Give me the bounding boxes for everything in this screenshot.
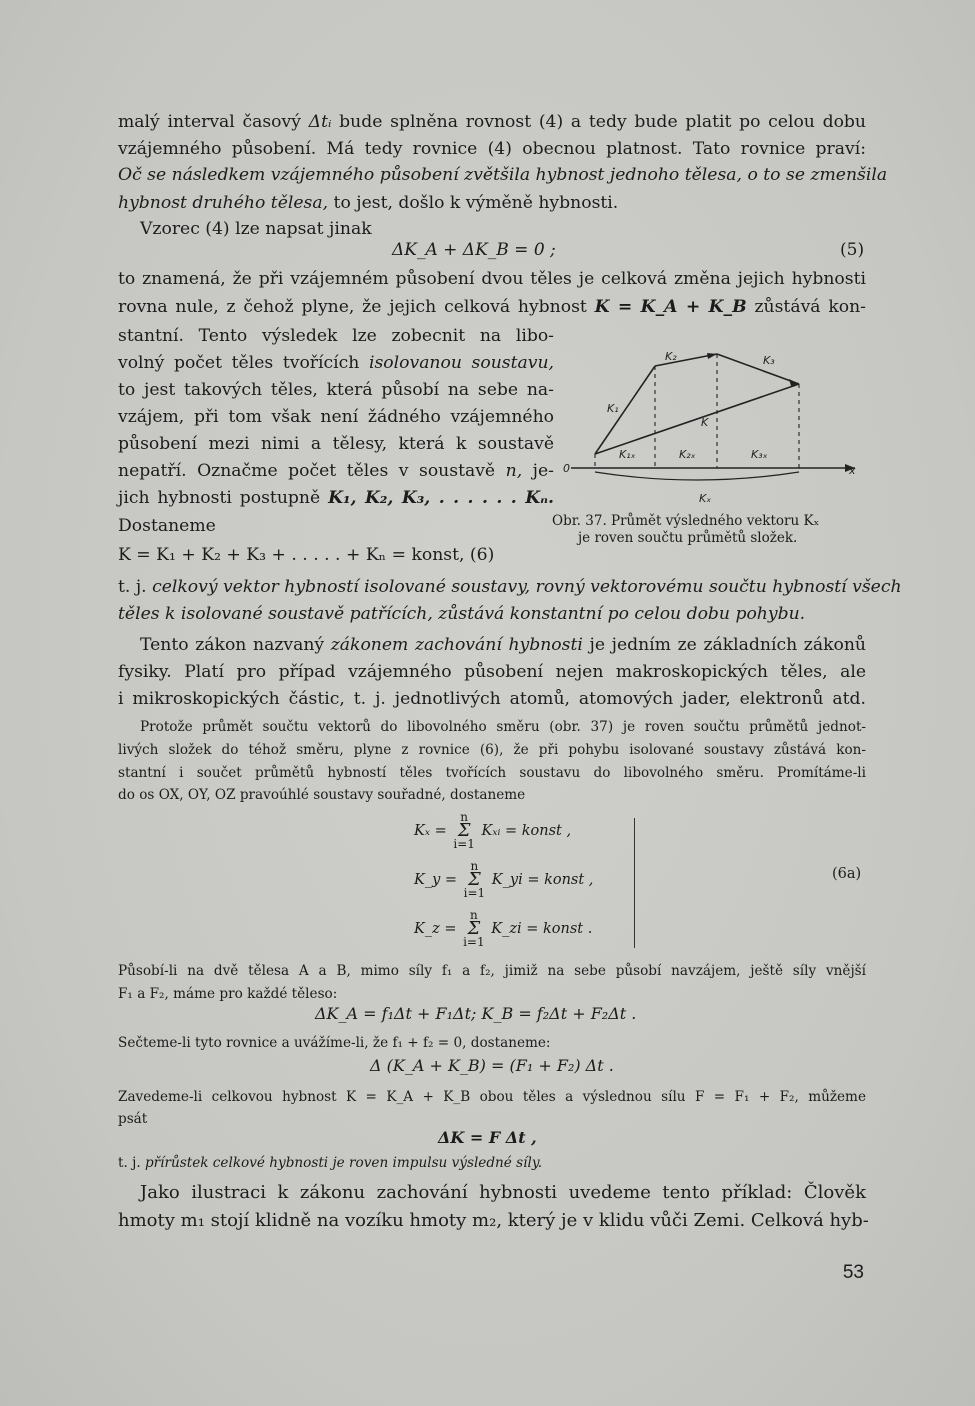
small-text-line: Zavedeme-li celkovou hybnost K = K_A + K_B obou těles a výslednou sílu F = F₁ + F₂, můžeme [118,1089,866,1105]
small-text-line: Sečteme-li tyto rovnice a uvážíme-li, že f₁ + f₂ = 0, dostaneme: [118,1035,551,1051]
equation-6a-z: K_z = n Σ i=1 K_zi = konst . [414,908,593,949]
figure-label: K₂ [665,350,677,363]
small-text-line: Protože průmět součtu vektorů do libovolného směru (obr. 37) je roven součtu průmětů jednot- [140,719,866,735]
small-text-line: stantní i součet průmětů hybností těles tvořících soustavu do libovolného směru. Promítáme-li [118,765,866,781]
text-line: hmoty m₁ stojí klidně na vozíku hmoty m₂, který je v klidu vůči Zemi. Celková hyb- [118,1210,869,1231]
text-line: fysiky. Platí pro případ vzájemného působení nejen makroskopických těles, ale [118,662,866,682]
text-line: jich hybnosti postupně K₁, K₂, K₃, . . . . . . Kₙ. [118,488,554,508]
text-line: to jest takových těles, která působí na sebe na- [118,380,554,400]
small-text-line: F₁ a F₂, máme pro každé těleso: [118,986,338,1002]
small-text-line: psát [118,1111,148,1127]
text-line: těles k isolované soustavě patřících, zůstává konstantní po celou dobu pohybu. [118,604,806,624]
text-line: Tento zákon nazvaný zákonem zachování hybnosti je jedním ze základních zákonů [140,635,866,655]
equation-number: (5) [840,240,865,260]
equation-5: ΔK_A + ΔK_B = 0 ; [392,240,556,260]
equation: Δ (K_A + K_B) = (F₁ + F₂) Δt . [370,1056,614,1075]
text-line: malý interval časový Δtᵢ bude splněna rovnost (4) a tedy bude platit po celou dobu [118,112,866,132]
figure-label: K₃ₓ [751,448,768,461]
vector-k1 [595,366,655,454]
equation-6a-x: Kₓ = n Σ i=1 Kₓᵢ = konst , [414,810,572,851]
equation-6a-y: K_y = n Σ i=1 K_yi = konst , [414,859,594,900]
figure-label: K₁ [607,402,619,415]
figure-label: Kₓ [699,492,712,502]
text-line: nepatří. Označme počet těles v soustavě n, je- [118,461,554,481]
figure-label: K₃ [763,354,775,367]
text-line: vzájem, při tom však není žádného vzájemného [118,407,554,427]
figure-label: K₁ₓ [619,448,636,461]
vector-k3 [717,354,799,384]
text-line: i mikroskopických částic, t. j. jednotlivých atomů, atomových jader, elektronů atd. [118,689,866,709]
text-line: působení mezi nimi a tělesy, která k soustavě [118,434,554,454]
vector-k-resultant [595,384,799,454]
text-line: to znamená, že při vzájemném působení dvou těles je celková změna jejich hybnosti [118,269,866,289]
text-line: rovna nule, z čehož plyne, že jejich celková hybnost K = K_A + K_B zůstává kon- [118,297,866,317]
text-line: Vzorec (4) lze napsat jinak [140,219,372,239]
text-line: Jako ilustraci k zákonu zachování hybnosti uvedeme tento příklad: Člověk [140,1182,866,1203]
vector-projection-figure [555,342,865,502]
figure-label: 0 [563,462,570,475]
text-line: vzájemného působení. Má tedy rovnice (4) obecnou platnost. Tato rovnice praví: [118,139,866,159]
text-line: hybnost druhého tělesa, to jest, došlo k výměně hybnosti. [118,193,619,213]
equation: ΔK_A = f₁Δt + F₁Δt; K_B = f₂Δt + F₂Δt . [315,1004,637,1023]
text-line: Oč se následkem vzájemného působení zvětšila hybnost jednoho tělesa, o to se zmenšila [118,165,888,185]
text-line: t. j. celkový vektor hybností isolované soustavy, rovný vektorovému součtu hybností všech [118,577,902,597]
figure-label: x [849,464,856,477]
page-number: 53 [842,1262,864,1283]
small-text-line: do os OX, OY, OZ pravoúhlé soustavy souřadné, dostaneme [118,787,526,803]
text-line: volný počet těles tvořících isolovanou soustavu, [118,353,555,373]
figure-caption: Obr. 37. Průmět výsledného vektoru Kₓ je roven součtu průmětů složek. [552,513,820,546]
equation-brace [634,818,641,948]
equation-6: K = K₁ + K₂ + K₃ + . . . . . + Kₙ = konst, (6) [118,545,495,565]
small-text-line: t. j. přírůstek celkové hybnosti je roven impulsu výsledné síly. [118,1155,543,1171]
equation: ΔK = F Δt , [438,1128,537,1147]
figure-label: K₂ₓ [679,448,696,461]
text-line: stantní. Tento výsledek lze zobecnit na libo- [118,326,554,346]
figure-label: K [701,416,709,429]
text-line: Dostaneme [118,516,216,536]
small-text-line: livých složek do téhož směru, plyne z rovnice (6), že při pohybu isolované soustavy zůstává kon- [118,742,866,758]
equation-number: (6a) [832,866,862,882]
small-text-line: Působí-li na dvě tělesa A a B, mimo síly f₁ a f₂, jimiž na sebe působí navzájem, ještě síly vnější [118,963,866,979]
